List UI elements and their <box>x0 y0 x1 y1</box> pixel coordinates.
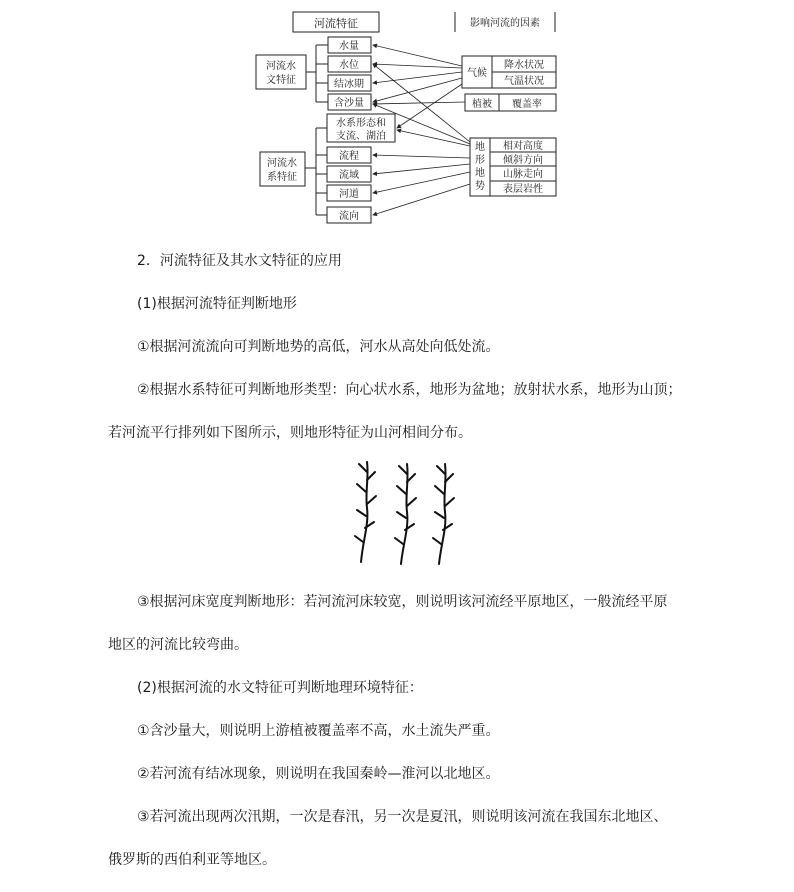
item-river-pattern-line2: 支流、湖泊 <box>336 131 386 142</box>
item-water-volume: 水量 <box>339 41 359 52</box>
header-influencing-factors: 影响河流的因素 <box>470 18 540 29</box>
item-river-length: 流程 <box>339 151 359 162</box>
river-factors-diagram <box>0 0 794 232</box>
paragraph-riverbed-line1: ③根据河床宽度判断地形：若河流河床较宽，则说明该河流经平原地区，一般流经平原 <box>137 594 668 610</box>
paragraph-river-system-line2: 若河流平行排列如下图所示，则地形特征为山河相间分布。 <box>108 425 472 441</box>
factor-relative-height: 相对高度 <box>503 141 543 152</box>
factor-terrain-char1: 地 <box>475 142 485 153</box>
factor-coverage-rate: 覆盖率 <box>512 99 542 110</box>
paragraph-freezing: ②若河流有结冰现象，则说明在我国秦岭—淮河以北地区。 <box>137 766 500 782</box>
paragraph-flood-line1: ③若河流出现两次汛期，一次是春汛，另一次是夏汛，则说明该河流在我国东北地区、 <box>137 809 668 825</box>
factor-temperature: 气温状况 <box>504 76 544 87</box>
item-basin: 流域 <box>339 170 359 181</box>
paragraph-river-system-line1: ②根据水系特征可判断地形类型：向心状水系，地形为盆地；放射状水系，地形为山顶； <box>137 382 682 398</box>
item-sediment: 含沙量 <box>334 98 364 109</box>
paragraph-flood-line2: 俄罗斯的西伯利亚等地区。 <box>108 852 276 868</box>
paragraph-sediment: ①含沙量大，则说明上游植被覆盖率不高，水土流失严重。 <box>137 723 500 739</box>
factor-climate: 气候 <box>467 68 487 79</box>
header-river-features: 河流特征 <box>314 17 358 30</box>
paragraph-riverbed-line2: 地区的河流比较弯曲。 <box>108 637 248 653</box>
factor-slope-direction: 倾斜方向 <box>503 155 543 166</box>
item-freezing-period: 结冰期 <box>334 79 364 90</box>
item-channel: 河道 <box>339 189 359 200</box>
factor-precipitation: 降水状况 <box>504 60 544 71</box>
section-heading: 2．河流特征及其水文特征的应用 <box>137 253 342 269</box>
influence-arrows <box>373 45 470 215</box>
group-system-line1: 河流水 <box>267 158 297 169</box>
parallel-rivers-figure <box>345 458 475 570</box>
group-system-line2: 系特征 <box>267 172 297 183</box>
paragraph-flow-direction: ①根据河流流向可判断地势的高低，河水从高处向低处流。 <box>137 339 500 355</box>
group-hydro-line1: 河流水 <box>266 61 296 72</box>
item-river-pattern-line1: 水系形态和 <box>336 118 386 129</box>
factor-vegetation: 植被 <box>472 99 492 110</box>
factor-terrain-char4: 势 <box>475 181 485 192</box>
subsection-heading-terrain: (1)根据河流特征判断地形 <box>137 296 297 312</box>
subsection-heading-hydrology: (2)根据河流的水文特征可判断地理环境特征： <box>137 680 423 696</box>
factor-mountain-trend: 山脉走向 <box>503 169 543 180</box>
factor-terrain-char3: 地 <box>475 168 485 179</box>
group-hydro-line2: 文特征 <box>266 75 296 86</box>
factor-surface-lithology: 表层岩性 <box>503 184 543 195</box>
item-flow-direction: 流向 <box>339 211 359 222</box>
factor-terrain-char2: 形 <box>475 155 485 166</box>
item-water-level: 水位 <box>339 60 359 71</box>
